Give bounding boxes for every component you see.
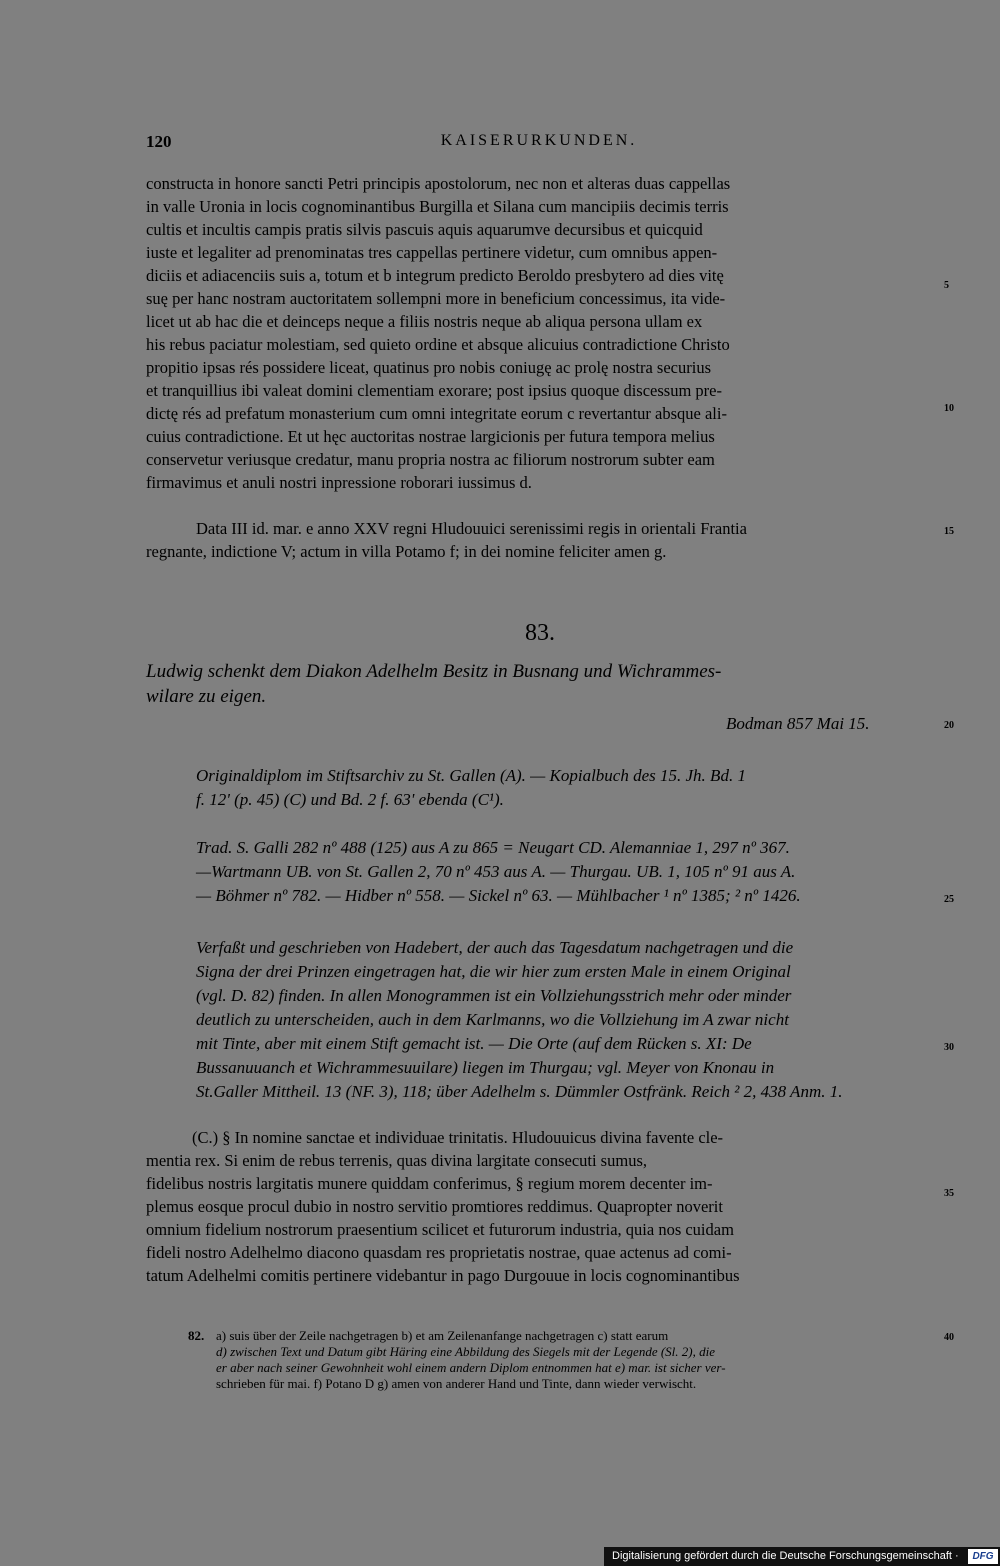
text-line: suę per hanc nostram auctoritatem sollempni more in beneficium concessimus, ita vide- — [146, 289, 726, 308]
text-line: fidelibus nostris largitatis munere quiddam conferimus, § regium morem decenter im- — [146, 1174, 713, 1193]
text-line: mentia rex. Si enim de rebus terrenis, quas divina largitate consecuti sumus, — [146, 1151, 647, 1170]
text-line: dictę rés ad prefatum monasterium cum omni integritate eorum c revertantur absque ali- — [146, 404, 727, 423]
footnote-line: er aber nach seiner Gewohnheit wohl einem andern Diplom entnommen hat e) mar. ist sicher ver- — [216, 1360, 726, 1375]
line-number: 25 — [944, 894, 954, 905]
commentary-line: Signa der drei Prinzen eingetragen hat, die wir hier zum ersten Male in einem Original — [196, 962, 791, 981]
line-number: 20 — [944, 720, 954, 731]
text-line: (C.) § In nomine sanctae et individuae trinitatis. Hludouuicus divina favente cle- — [192, 1128, 724, 1147]
funding-footer — [604, 1547, 1000, 1566]
line-number: 15 — [944, 526, 954, 537]
text-line: omnium fidelium nostrorum praesentium scilicet et futurorum industria, quia nos cuidam — [146, 1220, 734, 1239]
text-line: regnante, indictione V; actum in villa Potamo f; in dei nomine feliciter amen g. — [146, 542, 667, 561]
text-line: his rebus paciatur molestiam, sed quieto ordine et absque alicuius contradictione Christo — [146, 335, 730, 354]
text-line: propitio ipsas rés possidere liceat, quatinus pro nobis coniugę ac prolę nostra securius — [146, 358, 711, 377]
text-line: licet ut ab hac die et deinceps neque a filiis nostris neque ab aliqua persona ullam ex — [146, 312, 703, 331]
footnote-line: schrieben für mai. f) Potano D g) amen von anderer Hand und Tinte, dann wieder verwischt. — [216, 1376, 697, 1391]
text-line: Data III id. mar. e anno XXV regni Hludouuici serenissimi regis in orientali Frantia — [196, 519, 747, 538]
commentary-line: (vgl. D. 82) finden. In allen Monogrammen ist ein Vollziehungsstrich mehr oder minder — [196, 986, 792, 1005]
text-line: cultis et incultis campis pratis silvis pascuis aquis aquarumve decursibus et quicquid — [146, 220, 703, 239]
text-line: diciis et adiacenciis suis a, totum et b integrum predicto Beroldo presbytero ad dies vitę — [146, 266, 724, 285]
page-header — [146, 132, 932, 154]
footnote-line: d) zwischen Text und Datum gibt Häring eine Abbildung des Siegels mit der Legende (Sl. 2), die — [216, 1344, 715, 1359]
text-line: conservetur veriusque credatur, manu propria nostra ac filiorum nostrorum subter eam — [146, 450, 715, 469]
footer-text: Digitalisierung gefördert durch die Deutsche Forschungsgemeinschaft · — [612, 1550, 959, 1562]
edition-line: — Böhmer nº 782. — Hidber nº 558. — Sickel nº 63. — Mühlbacher ¹ nº 1385; ² nº 1426. — [196, 886, 801, 905]
dfg-logo: DFG — [968, 1549, 998, 1564]
date-place-text: Bodman 857 Mai 15. — [726, 714, 870, 733]
commentary-line: Bussanuuanch et Wichrammesuuilare) liegen im Thurgau; vgl. Meyer von Knonau in — [196, 1058, 775, 1077]
commentary-line: Verfaßt und geschrieben von Hadebert, der auch das Tagesdatum nachgetragen und die — [196, 938, 794, 957]
text-line: cuius contradictione. Et ut hęc auctoritas nostrae largicionis per futura tempora melius — [146, 427, 715, 446]
line-number: 35 — [944, 1188, 954, 1199]
line-number: 10 — [944, 403, 954, 414]
line-number: 5 — [944, 280, 949, 291]
text-line: firmavimus et anuli nostri inpressione roborari iussimus d. — [146, 473, 532, 492]
edition-line: —Wartmann UB. von St. Gallen 2, 70 nº 453 aus A. — Thurgau. UB. 1, 105 nº 91 aus A. — [196, 862, 796, 881]
text-line: fideli nostro Adelhelmo diacono quasdam res proprietatis nostrae, quae actenus ad comi- — [146, 1243, 732, 1262]
text-line: iuste et legaliter ad prenominatas tres cappellas pertinere videtur, cum omnibus appen- — [146, 243, 718, 262]
title-line: Ludwig schenkt dem Diakon Adelhelm Besitz in Busnang und Wichrammes- — [146, 661, 722, 682]
text-line: plemus eosque procul dubio in nostro servitio promtiores reddimus. Quapropter noverit — [146, 1197, 723, 1216]
source-line: Originaldiplom im Stiftsarchiv zu St. Gallen (A). — Kopialbuch des 15. Jh. Bd. 1 — [196, 766, 746, 785]
text-line: constructa in honore sancti Petri principis apostolorum, nec non et alteras duas cappellas — [146, 174, 731, 193]
page-number: 120 — [146, 132, 172, 151]
text-line: in valle Uronia in locis cognominantibus Burgilla et Silana cum mancipiis decimis terris — [146, 197, 729, 216]
commentary-line: mit Tinte, aber mit einem Stift gemacht ist. — Die Orte (auf dem Rücken s. XI: De — [196, 1034, 752, 1053]
commentary-line: St.Galler Mittheil. 13 (NF. 3), 118; über Adelhelm s. Dümmler Ostfränk. Reich ² 2, 438 Anm. 1. — [196, 1082, 843, 1101]
edition-line: Trad. S. Galli 282 nº 488 (125) aus A zu 865 = Neugart CD. Alemanniae 1, 297 nº 367. — [196, 838, 790, 857]
footnote-line: a) suis über der Zeile nachgetragen b) et am Zeilenanfange nachgetragen c) statt earum — [216, 1328, 669, 1343]
text-line: tatum Adelhelmi comitis pertinere videbantur in pago Durgouue in locis cognominantibus — [146, 1266, 740, 1285]
title-line: wilare zu eigen. — [146, 686, 267, 707]
line-number: 30 — [944, 1042, 954, 1053]
text-line: et tranquillius ibi valeat domini clementiam exorare; post ipsius quoque discessum pre- — [146, 381, 722, 400]
commentary-line: deutlich zu unterscheiden, auch in dem Karlmanns, wo die Vollziehung im A zwar nicht — [196, 1010, 789, 1029]
running-head: KAISERURKUNDEN. — [440, 132, 638, 149]
line-number: 40 — [944, 1332, 954, 1343]
footnote-label: 82. — [188, 1328, 205, 1343]
source-line: f. 12' (p. 45) (C) und Bd. 2 f. 63' ebenda (C¹). — [196, 790, 504, 809]
document-number: 83. — [525, 620, 555, 646]
